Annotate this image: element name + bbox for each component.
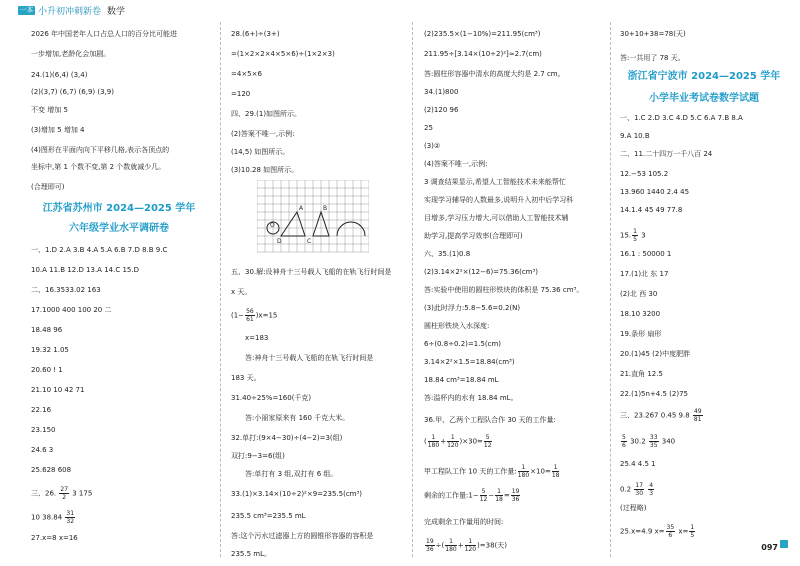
answer-line: 13.960 1440 2.4 45	[620, 188, 690, 196]
text-line: (2)120 96	[424, 106, 459, 114]
denominator: 2	[62, 494, 67, 501]
answer-line: 22.(1)5n+4.5 (2)75	[620, 390, 688, 398]
value: 3 175	[72, 489, 93, 498]
answer-line: 17.1000 400 100 20 二	[31, 306, 112, 314]
answer-line: 20.60 ! 1	[31, 366, 63, 374]
text-line: 211.95÷[3.14×(10÷2)²]≈2.7(cm)	[424, 50, 542, 58]
denominator: 5	[633, 236, 637, 243]
text-line: 五、30.解:设神舟十三号载人飞船的在轨飞行时间是	[231, 268, 392, 276]
answer-line: 二、16.3533.02 163	[31, 286, 101, 294]
text-line: (2)235.5×(1−10%)=211.95(cm³)	[424, 30, 541, 38]
text-line: 34.(1)800	[424, 88, 459, 96]
text: )x=15	[255, 311, 278, 320]
text-line: (2)(3,7) (6,7) (6,9) (3,9)	[31, 88, 114, 96]
page-header	[18, 2, 125, 18]
text: 三、23.267 0.45 9.8	[620, 411, 690, 420]
answer-line: 12.−53 105.2	[620, 170, 669, 178]
text-line: 答:实验中使用的圆柱形铁块的体积是 75.36 cm³。	[424, 286, 584, 294]
text-line: (14,5) 如图所示。	[231, 148, 290, 156]
text-line: 28.(6+)÷(3+)	[231, 30, 280, 38]
answer-line-26c	[31, 510, 76, 525]
point-label: D	[277, 238, 282, 245]
column-divider	[610, 22, 611, 557]
answer-line-15	[620, 228, 646, 243]
answer-line: 21.10 10 42 71	[31, 386, 85, 394]
text-line: =(1×2×2×4×5×6)÷(1×2×3)	[231, 50, 335, 58]
answer-line-24b	[620, 482, 655, 497]
numerator: 1	[445, 538, 456, 546]
text-line: (4)图形在平面内向下平移几格,表示各顶点的	[31, 146, 170, 154]
numerator: 35	[666, 524, 675, 531]
text-line: 答:单打有 3 组,双打有 6 组。	[245, 470, 338, 478]
denominator: 12	[479, 496, 488, 503]
fraction	[552, 464, 560, 479]
fraction	[445, 538, 456, 553]
text-line: 2026 年中国老年人口占总人口的百分比可能进	[31, 30, 178, 38]
numerator: 1	[497, 488, 501, 495]
point-label: B	[323, 205, 328, 212]
fraction	[518, 464, 529, 479]
text-line: 不变 增加 5	[31, 106, 68, 114]
numerator: 27	[60, 486, 69, 493]
text-line: 25	[424, 124, 433, 132]
answer-line: 23.150	[31, 426, 56, 434]
text-line: (2)答案不唯一,示例:	[231, 130, 295, 138]
denominator: 81	[693, 416, 702, 423]
text: 甲工程队工作 10 天的工作量:	[424, 467, 517, 476]
text-line: 六、35.(1)0.8	[424, 250, 471, 258]
fraction	[59, 486, 69, 501]
text: 25.x=4.9 x=	[620, 527, 665, 536]
text-line: (2)3.14×2²×(12−6)=75.36(cm³)	[424, 268, 539, 276]
answer-line: 一、1.D 2.A 3.B 4.A 5.A 6.B 7.D 8.B 9.C	[31, 246, 168, 254]
denominator: 18	[551, 472, 560, 479]
text-line: 坐标中,第 1 个数不变,第 2 个数就减少几。	[31, 163, 166, 171]
column-divider	[220, 22, 221, 557]
label: 三、26.	[31, 489, 57, 498]
fraction	[245, 308, 255, 323]
denominator: 61	[246, 316, 254, 323]
value: 30.2	[630, 437, 646, 446]
fraction	[634, 482, 644, 497]
fraction	[621, 434, 627, 449]
denominator: 3	[649, 490, 654, 497]
page-number: 097	[761, 543, 778, 552]
equation-line: ( $\frac{1}{180}$ + $\frac{1}{120}$ )×30= $\frac{5}{12}$	[424, 434, 492, 449]
text-line: =4×5×6	[231, 70, 262, 78]
numerator: 1	[447, 434, 458, 442]
text-line: 6÷(0.8÷0.2)=1.5(cm)	[424, 340, 502, 348]
text-line: (3)②	[424, 142, 441, 150]
label: 15.	[620, 231, 632, 240]
denominator: 36	[511, 496, 520, 503]
fraction	[689, 524, 695, 539]
text-line: 助学习,提高学习效率(合理即可)	[424, 232, 523, 240]
column-divider	[412, 22, 413, 557]
text-line: 答:神舟十三号载人飞船的在轨飞行时间是	[245, 354, 374, 362]
text-line: 答:这个污水过滤器上方的圆锥形容器的容积是	[231, 532, 374, 540]
text-line: 四、29.(1)如图所示。	[231, 110, 302, 118]
value: 0.2	[620, 485, 632, 494]
answer-line: 25.4 4.5 1	[620, 460, 656, 468]
text-line: 235.5 mL。	[231, 550, 271, 558]
answer-line: 25.628 608	[31, 466, 72, 474]
subject-label: 数学	[107, 6, 126, 17]
numerator: 1	[553, 464, 558, 471]
denominator: 12	[483, 442, 492, 449]
text-line: 33.(1)×3.14×(10÷2)²×9=235.5(cm³)	[231, 490, 363, 498]
text-line: (3)10.28 如图所示。	[231, 166, 299, 174]
text-line: =120	[231, 90, 251, 98]
fraction	[666, 524, 676, 539]
text-line: x 天。	[231, 288, 252, 296]
text: x=	[678, 527, 689, 536]
fraction	[495, 488, 503, 503]
numerator: 19	[511, 488, 520, 495]
answer-line: 16.1 : 50000 1	[620, 250, 672, 258]
text-line: (4)答案不唯一,示例:	[424, 160, 488, 168]
answer-line: 10.A 11.B 12.D 13.A 14.C 15.D	[31, 266, 139, 274]
text-line: (合理即可)	[31, 183, 65, 191]
text-line: 圆柱形铁块入水深度:	[424, 322, 490, 330]
fraction	[693, 408, 703, 423]
answer-line-26	[31, 486, 92, 501]
text-line: 答:小丽家原来有 160 千克大米。	[245, 414, 350, 422]
answer-line: 二、11.二十四万一千八百 24	[620, 150, 713, 158]
text: 1−	[468, 491, 479, 500]
denominator: 35	[649, 442, 658, 449]
text-line: x=183	[245, 334, 269, 342]
denominator: 30	[635, 490, 644, 497]
answer-line: (过程略)	[620, 504, 647, 512]
answer-line: 9.A 10.B	[620, 132, 650, 140]
denominator: 6	[622, 442, 626, 449]
numerator: 56	[246, 308, 254, 315]
answer-line-23	[620, 408, 704, 423]
text-line: (3)增加 5 增加 4	[31, 126, 85, 134]
value: 10 38.84	[31, 513, 63, 522]
fraction	[632, 228, 638, 243]
point-label: O	[270, 222, 275, 229]
exam-title: 江苏省苏州市 2024—2025 学年	[42, 203, 196, 214]
answer-line: 21.直角 12.5	[620, 370, 663, 378]
answer-line: 17.(1)北 东 17	[620, 270, 669, 278]
fraction	[480, 488, 488, 503]
numerator: 4	[649, 482, 654, 489]
book-title: 小升初冲刺新卷	[38, 6, 102, 17]
fraction	[447, 434, 458, 449]
fraction	[511, 488, 521, 503]
equation-line	[424, 464, 560, 479]
numerator: 31	[66, 510, 75, 517]
denominator: 18	[495, 496, 503, 503]
denominator: 180	[517, 472, 530, 479]
fraction	[484, 434, 492, 449]
denominator: 180	[445, 546, 457, 553]
denominator: 120	[447, 442, 459, 449]
text-line: 双打:9−3=6(组)	[231, 452, 285, 460]
text-line: 31.40÷25%=160(千克)	[231, 394, 312, 402]
fraction	[425, 538, 435, 553]
equation-line: $\frac{19}{36}$ ÷( $\frac{1}{180}$ + $\frac{1}{120}$ )=38(天)	[426, 538, 507, 553]
text-line: 答:溢杯内的水有 18.84 mL。	[424, 394, 518, 402]
answer-line: 14.1.4 45 49 77.8	[620, 206, 683, 214]
answer-line-25	[620, 524, 696, 539]
value: 340	[661, 437, 676, 446]
fraction	[648, 482, 654, 497]
numerator: 1	[428, 434, 439, 442]
equation-line	[231, 308, 277, 323]
numerator: 33	[649, 434, 658, 441]
text-line: 30+10+38=78(天)	[620, 30, 686, 38]
numerator: 5	[485, 434, 490, 441]
fraction	[65, 510, 75, 525]
text: ×10=	[530, 467, 551, 476]
numerator: 5	[622, 434, 626, 441]
denominator: 32	[66, 518, 75, 525]
numerator: 1	[690, 524, 695, 531]
exam-subtitle: 六年级学业水平调研卷	[69, 223, 169, 234]
denominator: 5	[690, 532, 695, 539]
answer-line: 18.48 96	[31, 326, 63, 334]
exam-subtitle: 小学毕业考试卷数学试题	[649, 93, 759, 104]
text-line: 24.(1)(6,4) (3,4)	[31, 71, 88, 79]
text-line: 3 调查结果显示,希望人工智能技术未来能帮忙	[424, 178, 566, 186]
numerator: 19	[426, 538, 434, 545]
answer-line: 18.10 3200	[620, 310, 661, 318]
answer-line: 22.16	[31, 406, 52, 414]
denominator: 120	[464, 546, 477, 553]
text-line: 一步增加,老龄化会加剧。	[31, 50, 111, 58]
answer-line: (2)北 西 30	[620, 290, 658, 298]
text-line: 答:一共用了 78 天。	[620, 54, 685, 62]
exam-title: 浙江省宁波市 2024—2025 学年	[627, 71, 781, 82]
answer-line: 27.x=8 x=16	[31, 534, 78, 542]
numerator: 49	[693, 408, 702, 415]
text: =38(天)	[479, 541, 507, 550]
text-line: (3)此时浮力:5.8−5.6=0.2(N)	[424, 304, 521, 312]
text-line: 235.5 cm³=235.5 mL	[231, 512, 306, 520]
text-line: 36.甲、乙两个工程队合作 30 天的工作量:	[424, 416, 556, 424]
equation-line: 剩余的工作量:1− $\frac{5}{12}$ − $\frac{1}{18}$ = $\frac{19}{36}$	[424, 488, 520, 503]
text: )×30=	[459, 437, 483, 446]
text-line: 目增多,学习压力增大,可以借助人工智能技术辅	[424, 214, 569, 222]
text: 剩余的工作量:	[424, 491, 469, 500]
answer-line: 一、1.C 2.D 3.C 4.D 5.C 6.A 7.B 8.A	[620, 114, 743, 122]
text-line: 实现学习辅导的人数最多,说明升入初中后学习科	[424, 196, 574, 204]
denominator: 36	[426, 546, 434, 553]
fraction	[428, 434, 439, 449]
text-line: 183 天。	[231, 374, 261, 382]
coordinate-grid-figure	[257, 180, 369, 256]
point-label: C	[307, 238, 312, 245]
value: 3	[641, 231, 646, 240]
fraction	[465, 538, 476, 553]
numerator: 17	[635, 482, 644, 489]
point-label: A	[299, 205, 304, 212]
text-line: 18.84 cm³=18.84 mL	[424, 376, 499, 384]
numerator: 1	[633, 228, 637, 235]
text: (1−	[231, 311, 245, 320]
answer-line: 24.6 3	[31, 446, 54, 454]
numerator: 1	[518, 464, 529, 472]
book-logo: 一本	[19, 5, 34, 14]
fraction	[649, 434, 659, 449]
answer-line-24	[620, 434, 675, 449]
answer-line: 19.条形 扇形	[620, 330, 662, 338]
answer-line: 20.(1)45 (2)中度肥胖	[620, 350, 691, 358]
numerator: 5	[481, 488, 486, 495]
denominator: 180	[427, 442, 440, 449]
text-line: 3.14×2²×1.5=18.84(cm³)	[424, 358, 515, 366]
text-line: 32.单打:(9×4−30)÷(4−2)=3(组)	[231, 434, 343, 442]
numerator: 1	[465, 538, 476, 546]
denominator: 6	[668, 532, 673, 539]
answer-line: 19.32 1.05	[31, 346, 69, 354]
page-marker	[780, 540, 788, 548]
text-line: 完成剩余工作量用的时间:	[424, 518, 504, 526]
text-line: 答:圆柱形容器中清水的高度大约是 2.7 cm。	[424, 70, 565, 78]
